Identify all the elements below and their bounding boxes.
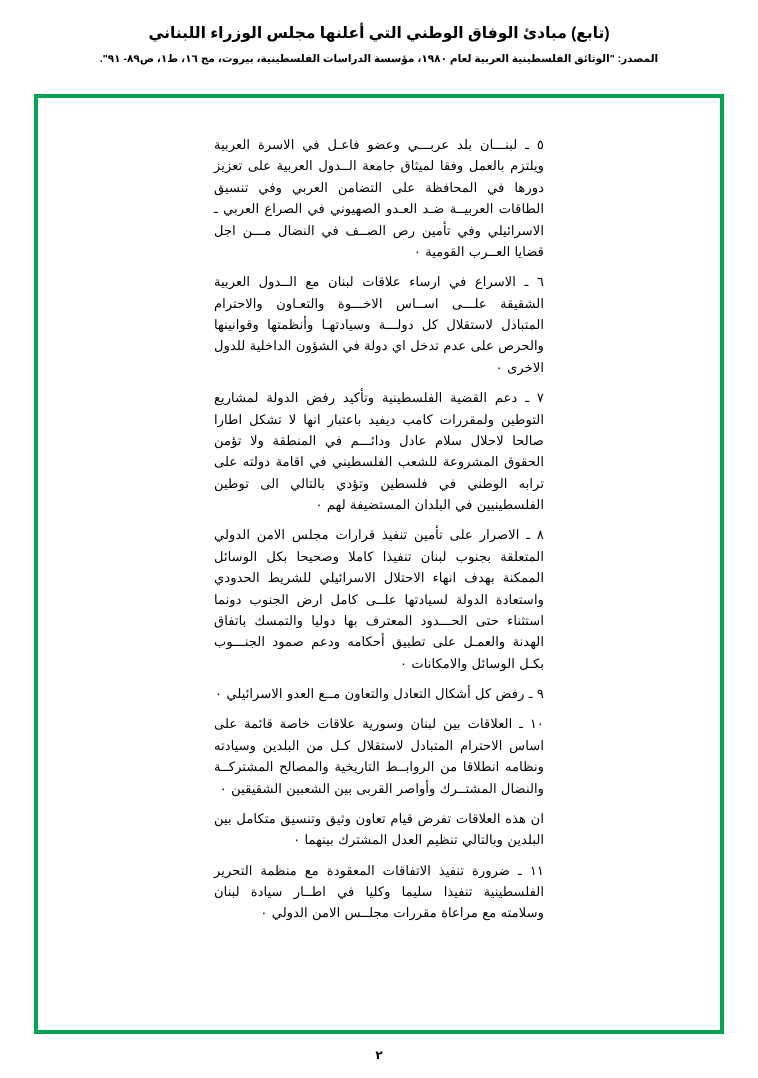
- page-number: ٢: [375, 1048, 383, 1062]
- page-title: (تابع) مبادئ الوفاق الوطني التي أعلنها مجلس الوزراء اللبناني: [148, 25, 610, 42]
- paragraph: ١٠ ـ العلاقات بين لبنان وسورية علاقات خاصة قائمة على اساس الاحترام المتبادل لاستقلال كـل من البلدين وسيادته ونظامه انطلاقا من الروابــط التاريخية والمصالح المشتركــة والنضال المشتــرك وأواصر القربى بين الشعبين الشقيقين ٠: [214, 716, 544, 796]
- paragraph: ان هذه العلاقات تفرض قيام تعاون وثيق وتنسيق متكامل بين البلدين وبالتالي تنظيم العدل المشترك بينهما ٠: [214, 810, 544, 848]
- paragraph: ٥ ـ لبنـــان بلد عربـــي وعضو فاعـل في الاسرة العربية ويلتزم بالعمل وفقا لميثاق جامعة الــدول العربية على تعزيز دورها في المحافظة على التضامن العربي وفي تنسيق الطاقات العربيــة ضـد العـدو الصهيوني في الصراع العربي ـ الاسرائيلي وفي تأمين رص الصــف في النضال مـــن اجل قضايا العــرب القومية ٠: [214, 137, 544, 259]
- paragraph: ٩ ـ رفض كل أشكال التعادل والتعاون مــع العدو الاسرائيلي ٠: [215, 686, 544, 701]
- paragraph: ٦ ـ الاسراع في ارساء علاقات لبنان مع الــدول العربية الشقيقة علـــى اســاس الاخـــوة والتعـاون والاحترام المتبادل لاستقلال كل دولـــة وسيادتهـا وأنظمتها وقوانينها والحرص على عدم تدخل اي دولة في الشؤون الداخلية للدول الاخرى ٠: [214, 274, 544, 375]
- text-column: [214, 134, 544, 924]
- content-frame: [34, 94, 724, 1034]
- source-citation: المصدر: "الوثائق الفلسطينية العربية لعام ١٩٨٠، مؤسسة الدراسات الفلسطينية، بيروت، مج ١٦، ط١، ص٨٩- ٩١".: [99, 53, 659, 65]
- content-frame-inner: [38, 98, 720, 1030]
- paragraph: ٨ ـ الاصرار على تأمين تنفيذ قرارات مجلس الامن الدولي المتعلقة بجنوب لبنان تنفيذا كاملا وصحيحا بكل الوسائل الممكنة بهدف انهاء الاحتلال الاسرائيلي للشريط الحدودي واستعادة الدولة لسيادتها علــى كامل ارض الجنوب دونما استثناء حتى الحـــدود المعترف بها دوليا والتمسك باتفاق الهدنة والعمـل على تطبيق أحكامه ودعم صمود الجنـــوب بكـل الوسائل والامكانات ٠: [214, 527, 544, 671]
- paragraph: ٧ ـ دعم القضية الفلسطينية وتأكيد رفض الدولة لمشاريع التوطين ولمقررات كامب ديفيد باعتبار انها لا تشكل اطارا صالحا لاحلال سلام عادل ودائـــم في المنطقة ولا تؤمن الحقوق المشروعة للشعب الفلسطيني في اقامة دولته على ترابه الوطني في فلسطين وتؤدي بالتالي الى توطين الفلسطينيين في البلدان المستضيفة لهم ٠: [214, 390, 544, 512]
- paragraph: ١١ ـ ضرورة تنفيذ الاتفاقات المعقودة مع منظمة التحرير الفلسطينية تنفيذا سليما وكليا في اطــار سيادة لبنان وسلامته مع مراعاة مقررات مجلــس الامن الدولي ٠: [214, 862, 544, 921]
